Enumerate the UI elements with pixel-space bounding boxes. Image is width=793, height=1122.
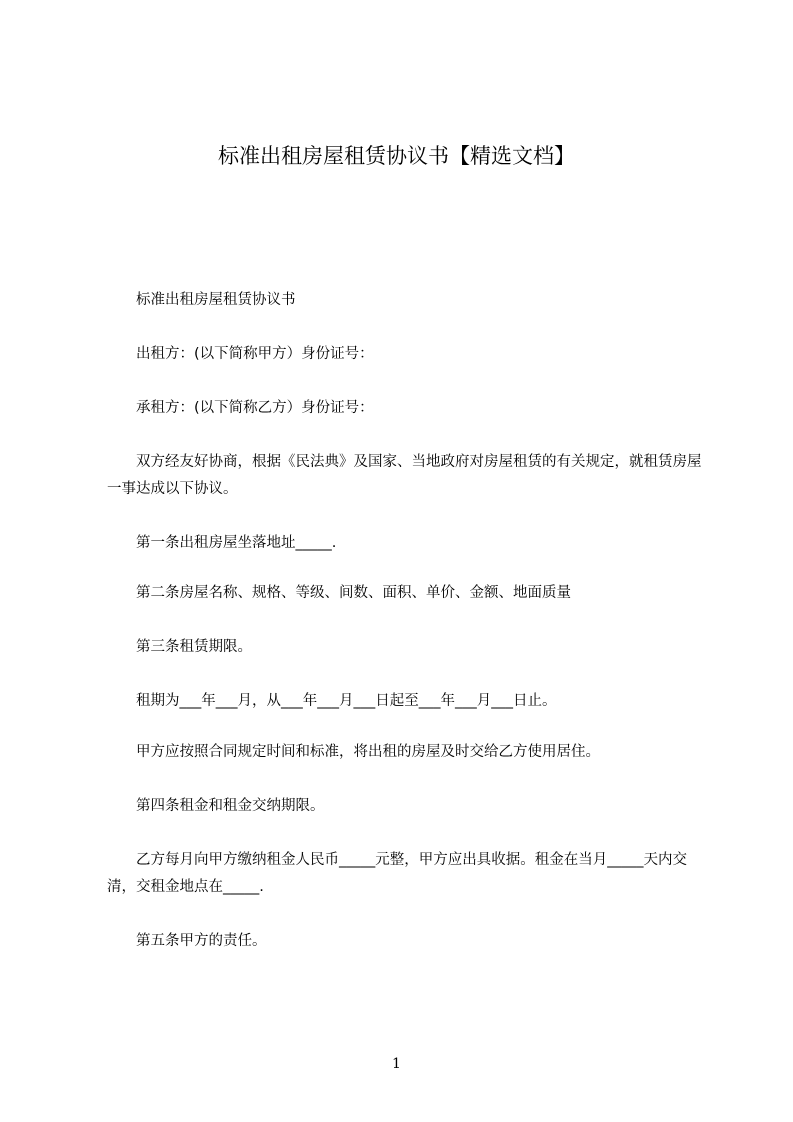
paragraph-lease-term: 租期为___年___月，从___年___月___日起至___年___月___日止。: [136, 693, 557, 709]
paragraph-rent-payment: 乙方每月向甲方缴纳租金人民币_____元整，甲方应出具收据。租金在当月_____天内交清，交租金地点在_____.: [107, 852, 687, 895]
paragraph-article-5: 第五条甲方的责任。: [136, 933, 267, 949]
paragraph-article-3: 第三条租赁期限。: [136, 639, 252, 655]
paragraph-delivery: 甲方应按照合同规定时间和标准，将出租的房屋及时交给乙方使用居住。: [136, 744, 600, 760]
paragraph-lessee: 承租方：(以下简称乙方）身份证号：: [136, 400, 374, 416]
document-title: 标准出租房屋租赁协议书【精选文档】: [218, 144, 575, 168]
paragraph-article-1: 第一条出租房屋坐落地址_____.: [136, 535, 337, 551]
page-number: 1: [392, 1056, 401, 1072]
paragraph-subtitle: 标准出租房屋租赁协议书: [136, 292, 296, 308]
paragraph-preamble: 双方经友好协商，根据《民法典》及国家、当地政府对房屋租赁的有关规定，就租赁房屋一事达成以下协议。: [107, 454, 702, 497]
paragraph-article-4: 第四条租金和租金交纳期限。: [136, 798, 325, 814]
paragraph-article-2: 第二条房屋名称、规格、等级、间数、面积、单价、金额、地面质量: [136, 585, 571, 601]
paragraph-lessor: 出租方：(以下简称甲方）身份证号：: [136, 346, 374, 362]
